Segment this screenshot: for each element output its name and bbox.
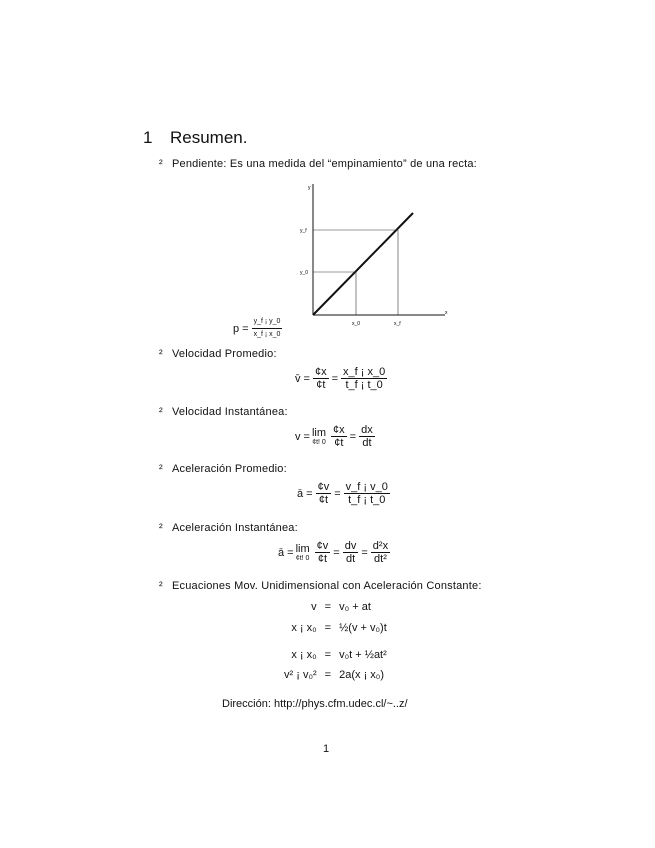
mov-eq: = xyxy=(324,669,332,681)
formula-vel-inst xyxy=(295,424,378,449)
aprom-den1: ¢t xyxy=(318,494,329,506)
aprom-num1: ¢v xyxy=(317,481,330,493)
bullet: ² xyxy=(159,348,163,360)
p-lhs: p = xyxy=(233,322,249,335)
section-title: Resumen. xyxy=(170,128,248,147)
item-vel-prom: Velocidad Promedio: xyxy=(172,348,277,360)
ainst-den3: dt² xyxy=(374,553,387,565)
formula-acc-inst xyxy=(278,540,393,565)
mov-row xyxy=(280,600,391,614)
vinst-den2: dt xyxy=(362,437,372,449)
mov-lhs: x ¡ x₀ xyxy=(291,622,317,634)
section-number: 1 xyxy=(143,128,153,147)
aprom-num2: v_f ¡ v_0 xyxy=(345,481,388,493)
ainst-eq1: = xyxy=(333,546,340,559)
p-den: x_f ¡ x_0 xyxy=(253,331,281,338)
mov-lhs: v xyxy=(311,601,317,613)
aprom-lhs: ā = xyxy=(297,487,313,500)
item-acc-prom: Aceleración Promedio: xyxy=(172,463,287,475)
vprom-eq: = xyxy=(331,372,339,385)
ainst-lim: lim xyxy=(295,542,310,555)
mov-rhs: v₀ + at xyxy=(339,601,371,613)
ainst-num2: dv xyxy=(344,540,357,552)
vinst-lhs: v = xyxy=(295,430,310,443)
mov-row xyxy=(280,614,391,642)
mov-eq: = xyxy=(324,622,332,634)
mov-eq: = xyxy=(324,601,332,613)
vinst-num2: dx xyxy=(361,424,373,436)
slope-graph xyxy=(290,180,460,330)
vinst-lim: lim xyxy=(311,426,327,439)
bullet: ² xyxy=(159,158,163,170)
vprom-lhs: v̄ = xyxy=(295,372,310,385)
bullet: ² xyxy=(159,580,163,592)
url-text: Dirección: http://phys.cfm.udec.cl/~..z/ xyxy=(222,698,408,710)
mov-rhs: v₀t + ½at² xyxy=(339,649,387,661)
vinst-eq: = xyxy=(349,430,357,443)
vinst-num1: ¢x xyxy=(333,424,345,436)
ainst-under: ¢t! 0 xyxy=(295,554,310,562)
mov-lhs: x ¡ x₀ xyxy=(291,649,317,661)
mov-eq: = xyxy=(324,649,332,661)
vinst-under: ¢t! 0 xyxy=(312,438,326,446)
page-number: 1 xyxy=(323,743,330,755)
y0-label: y_0 xyxy=(300,270,309,276)
vprom-den1: ¢t xyxy=(316,379,326,391)
formula-acc-prom xyxy=(297,481,393,506)
bullet: ² xyxy=(159,406,163,418)
item-pendiente: Pendiente: Es una medida del “empinamiento” de una recta: xyxy=(172,158,477,170)
ainst-den2: dt xyxy=(345,553,356,565)
p-num: y_f ¡ y_0 xyxy=(252,316,283,329)
bullet: ² xyxy=(159,522,163,534)
ainst-den1: ¢t xyxy=(317,553,328,565)
x-axis-label: x xyxy=(445,310,448,316)
bullet: ² xyxy=(159,463,163,475)
y-axis-label: y xyxy=(308,185,311,191)
xf-label: x_f xyxy=(394,321,401,327)
vprom-num1: ¢x xyxy=(314,366,327,378)
yf-label: y_f xyxy=(300,228,307,234)
ainst-eq2: = xyxy=(361,546,368,559)
mov-equations xyxy=(280,600,391,682)
mov-lhs: v² ¡ v₀² xyxy=(284,669,317,681)
mov-row xyxy=(280,668,391,682)
vinst-den1: ¢t xyxy=(334,437,344,449)
mov-rhs: 2a(x ¡ x₀) xyxy=(339,669,385,681)
ainst-num1: ¢v xyxy=(316,540,329,552)
formula-vel-prom xyxy=(295,366,390,391)
ainst-lhs: ā = xyxy=(278,546,294,559)
item-ecuaciones: Ecuaciones Mov. Unidimensional con Aceleración Constante: xyxy=(172,580,482,592)
item-acc-inst: Aceleración Instantánea: xyxy=(172,522,298,534)
vprom-num2: x_f ¡ x_0 xyxy=(343,366,386,378)
mov-rhs: ½(v + v₀)t xyxy=(339,622,387,634)
x0-label: x_0 xyxy=(352,321,361,327)
formula-pendiente xyxy=(233,316,285,341)
ainst-num3: d²x xyxy=(372,540,389,552)
mov-row xyxy=(280,642,391,668)
item-vel-inst: Velocidad Instantánea: xyxy=(172,406,288,418)
aprom-eq: = xyxy=(334,487,341,500)
vprom-den2: t_f ¡ t_0 xyxy=(345,379,383,391)
aprom-den2: t_f ¡ t_0 xyxy=(348,494,386,506)
